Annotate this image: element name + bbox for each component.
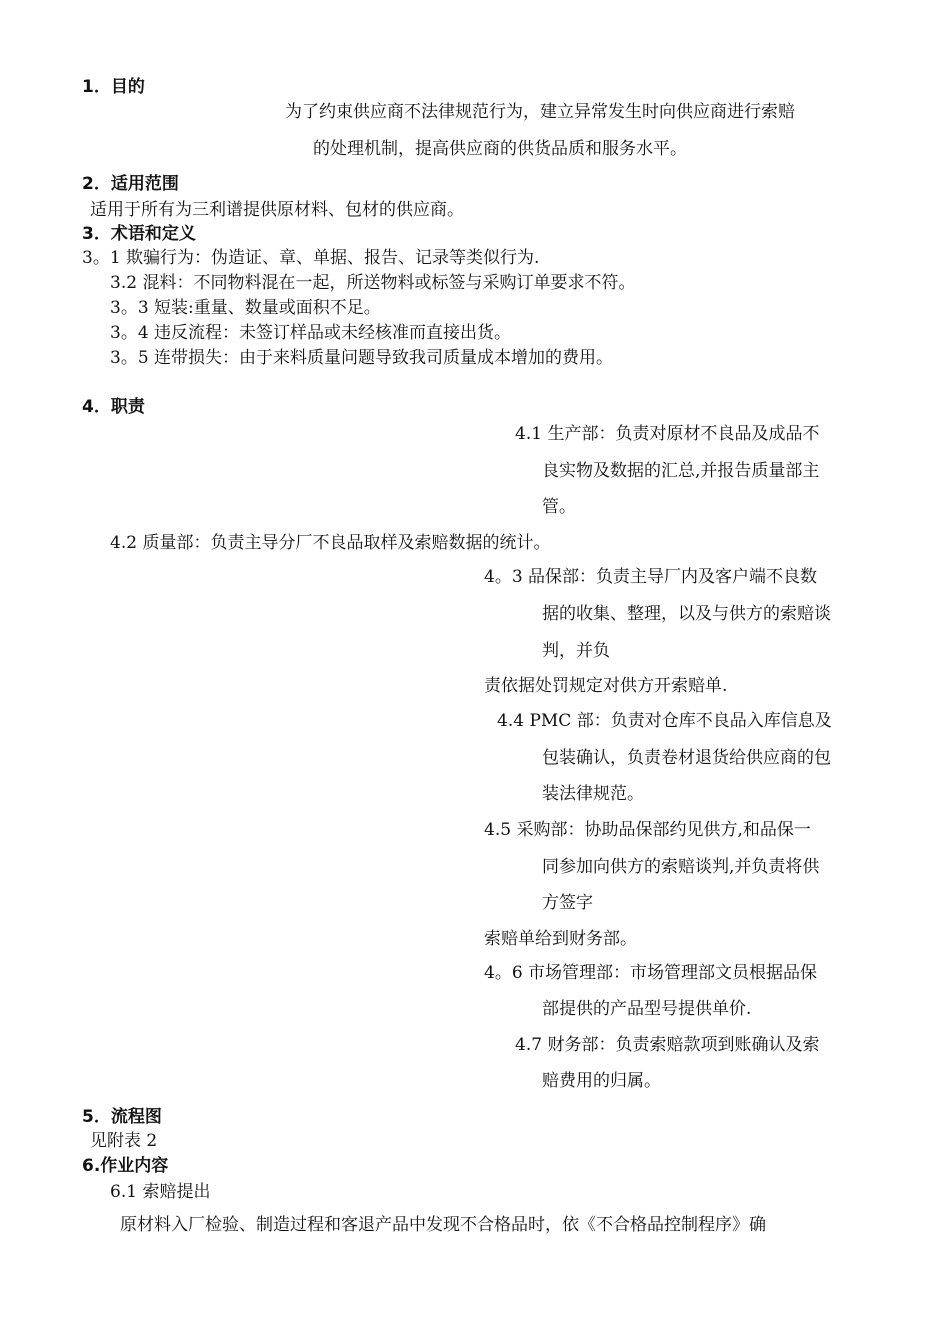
duty-production-line: 管。 bbox=[542, 497, 576, 517]
duty-purchasing-line: 同参加向供方的索赔谈判,并负责将供 bbox=[542, 857, 820, 877]
term-item: 3。3 短装:重量、数量或面积不足。 bbox=[110, 298, 381, 318]
duty-marketing-line: 4。6 市场管理部：市场管理部文员根据品保 bbox=[484, 963, 818, 983]
section-3-heading: 3．术语和定义 bbox=[82, 224, 196, 244]
duty-pmc-line: 包装确认，负责卷材退货给供应商的包 bbox=[542, 748, 831, 768]
flowchart-ref: 见附表 2 bbox=[90, 1131, 158, 1151]
scope-text: 适用于所有为三利谱提供原材料、包材的供应商。 bbox=[90, 200, 464, 220]
section-5-heading: 5．流程图 bbox=[82, 1107, 162, 1127]
duty-finance-line: 赔费用的归属。 bbox=[542, 1071, 661, 1091]
subsection-6-1-title: 6.1 索赔提出 bbox=[110, 1182, 211, 1202]
section-4-heading: 4．职责 bbox=[82, 397, 145, 417]
section-6-heading: 6.作业内容 bbox=[82, 1156, 169, 1176]
duty-qa-line: 4。3 品保部：负责主导厂内及客户端不良数 bbox=[484, 567, 818, 587]
purpose-line-2: 的处理机制，提高供应商的供货品质和服务水平。 bbox=[313, 139, 687, 159]
subsection-6-1-paragraph: 原材料入厂检验、制造过程和客退产品中发现不合格品时，依《不合格品控制程序》确 bbox=[120, 1215, 766, 1235]
duty-pmc-line: 4.4 PMC 部：负责对仓库不良品入库信息及 bbox=[497, 711, 832, 731]
term-item: 3.2 混料：不同物料混在一起，所送物料或标签与采购订单要求不符。 bbox=[110, 273, 636, 293]
term-item: 3。5 连带损失：由于来料质量问题导致我司质量成本增加的费用。 bbox=[110, 348, 614, 368]
duty-quality: 4.2 质量部：负责主导分厂不良品取样及索赔数据的统计。 bbox=[110, 533, 551, 553]
duty-qa-line: 判，并负 bbox=[542, 641, 610, 661]
section-2-heading: 2．适用范围 bbox=[82, 174, 179, 194]
duty-qa-line: 责依据处罚规定对供方开索赔单. bbox=[484, 676, 728, 696]
purpose-line-1: 为了约束供应商不法律规范行为，建立异常发生时向供应商进行索赔 bbox=[285, 102, 795, 122]
section-1-heading: 1．目的 bbox=[82, 77, 145, 97]
duty-purchasing-line: 索赔单给到财务部。 bbox=[484, 929, 637, 949]
duty-production-line: 良实物及数据的汇总,并报告质量部主 bbox=[542, 461, 820, 481]
duty-pmc-line: 装法律规范。 bbox=[542, 784, 644, 804]
duty-production-line: 4.1 生产部：负责对原材不良品及成品不 bbox=[515, 424, 820, 444]
duty-finance-line: 4.7 财务部：负责索赔款项到账确认及索 bbox=[515, 1035, 820, 1055]
term-item: 3。4 违反流程：未签订样品或未经核准而直接出货。 bbox=[110, 323, 512, 343]
term-item: 3。1 欺骗行为：伪造证、章、单据、报告、记录等类似行为. bbox=[82, 248, 540, 268]
duty-purchasing-line: 4.5 采购部：协助品保部约见供方,和品保一 bbox=[484, 820, 811, 840]
duty-purchasing-line: 方签字 bbox=[542, 893, 593, 913]
duty-qa-line: 据的收集、整理，以及与供方的索赔谈 bbox=[542, 604, 831, 624]
duty-marketing-line: 部提供的产品型号提供单价. bbox=[542, 999, 752, 1019]
